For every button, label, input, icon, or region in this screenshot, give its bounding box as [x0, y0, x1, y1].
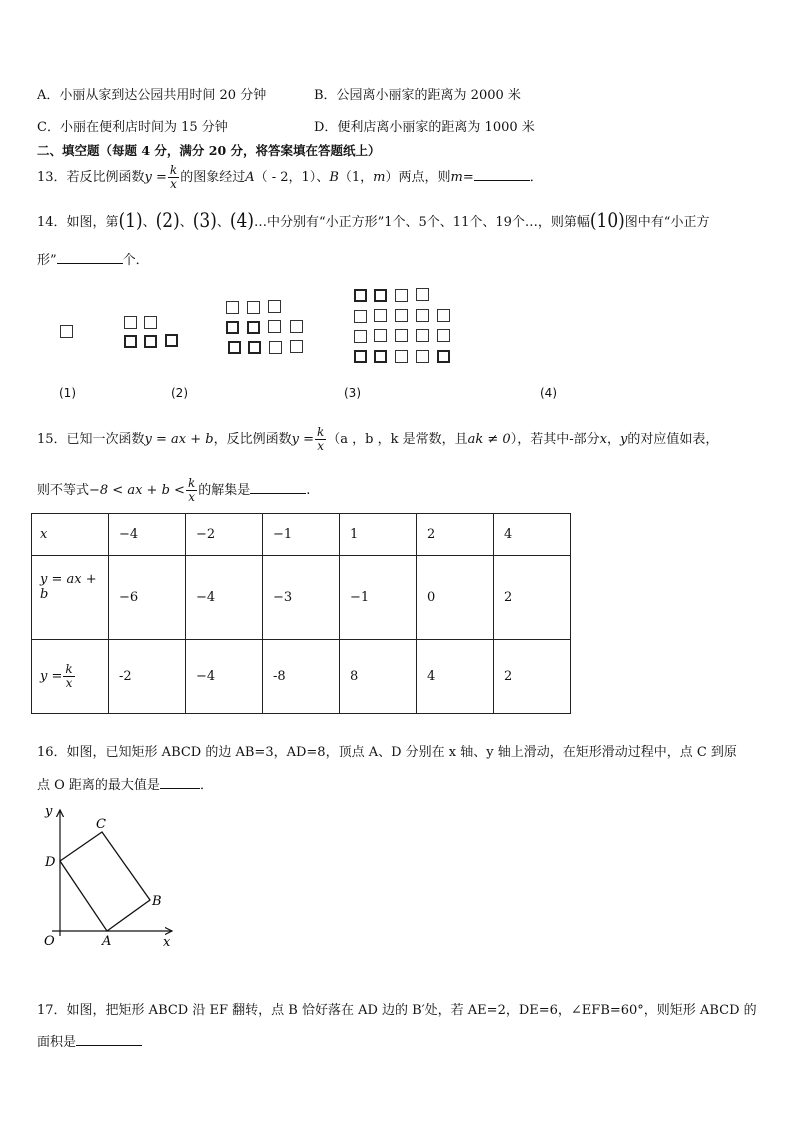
small-square: [60, 325, 73, 338]
question-15-line2: 则不等式−8 < ax + b < $\frac{k}{x}$ 的解集是 .: [37, 476, 311, 504]
fraction-k-over-x: $\frac{k}{x}$: [187, 476, 196, 504]
table-cell: 2: [494, 640, 571, 714]
question-13: 13．若反比例函数y = $\frac{k}{x}$ 的图象经过A（ - 2，1）、B（1，m）两点，则m= ．: [37, 163, 543, 191]
small-square: [248, 341, 261, 354]
small-square: [269, 341, 282, 354]
small-square: [124, 335, 137, 348]
small-square: [354, 310, 367, 323]
label-o: O: [44, 934, 55, 949]
small-square: [437, 309, 450, 322]
small-square: [395, 289, 408, 302]
table-cell: −1: [263, 514, 340, 556]
small-square: [226, 301, 239, 314]
small-square: [228, 341, 241, 354]
table-cell: 0: [417, 556, 494, 640]
small-square: [416, 309, 429, 322]
small-square: [290, 340, 303, 353]
question-16: 16．如图，已知矩形 ABCD 的边 AB=3，AD=8，顶点 A、D 分别在 x 轴、y 轴上滑动，在矩形滑动过程中，点 C 到原: [37, 745, 737, 760]
small-square: [144, 335, 157, 348]
label-c: C: [96, 817, 106, 832]
table-header-linear: y = ax + b: [32, 556, 109, 640]
small-square: [416, 350, 429, 363]
small-square: [395, 309, 408, 322]
question-15: 15．已知一次函数y = ax + b，反比例函数y = $\frac{k}{x}$ （a ，b ，k 是常数，且ak ≠ 0），若其中-部分x，y的对应值如表，: [37, 425, 719, 453]
figure-caption-2: (2): [171, 386, 188, 400]
small-square: [268, 300, 281, 313]
answer-blank: [160, 787, 200, 789]
table-cell: −2: [186, 514, 263, 556]
question-14: 14．如图，第(1)、(2)、(3)、(4)…中分别有“小正方形”1个、5个、11个、19个…，则第幅(10)图中有“小正方: [37, 209, 710, 233]
question-14-line2: 形” 个．: [37, 253, 149, 268]
small-square: [374, 289, 387, 302]
label-a: A: [102, 934, 112, 949]
small-square: [354, 350, 367, 363]
option-a: A．小丽从家到达公园共用时间 20 分钟: [37, 88, 267, 103]
table-cell: 2: [494, 556, 571, 640]
rectangle-axes-figure: [36, 798, 186, 953]
option-d: D．便利店离小丽家的距离为 1000 米: [314, 120, 535, 135]
small-square: [247, 321, 260, 334]
small-square: [374, 350, 387, 363]
option-c: C．小丽在便利店时间为 15 分钟: [37, 120, 228, 135]
small-square: [374, 309, 387, 322]
answer-blank: [57, 262, 123, 264]
table-cell: 4: [417, 640, 494, 714]
small-square: [247, 301, 260, 314]
table-cell: −4: [186, 556, 263, 640]
fraction-k-over-x: $\frac{k}{x}$: [169, 163, 178, 191]
small-square: [165, 334, 178, 347]
fraction-k-over-x: $\frac{k}{x}$: [317, 425, 325, 453]
small-square: [374, 329, 387, 342]
section-title: 二、填空题（每题 4 分，满分 20 分，将答案填在答题纸上）: [37, 143, 381, 158]
table-cell: 2: [417, 514, 494, 556]
table-cell: -8: [263, 640, 340, 714]
question-17-line2: 面积是: [37, 1031, 142, 1050]
rectangle-abcd: [60, 832, 150, 931]
table-row: [32, 640, 571, 714]
table-header-inverse: y = $\frac{k}{x}$: [32, 640, 109, 714]
question-17: 17．如图，把矩形 ABCD 沿 EF 翻转，点 B 恰好落在 AD 边的 B′处，若 AE=2，DE=6，∠EFB=60°，则矩形 ABCD 的: [37, 1003, 757, 1018]
small-square: [268, 320, 281, 333]
small-square: [395, 329, 408, 342]
table-cell: −4: [109, 514, 186, 556]
table-cell: 4: [494, 514, 571, 556]
figure-caption-1: (1): [59, 386, 76, 400]
small-square: [437, 350, 450, 363]
small-square: [354, 289, 367, 302]
figure-caption-4: (4): [540, 386, 557, 400]
answer-blank: [76, 1044, 142, 1046]
table-header-x: x: [32, 514, 109, 556]
label-d: D: [45, 855, 56, 870]
table-row: [32, 556, 571, 640]
table-cell: 1: [340, 514, 417, 556]
value-table: [31, 513, 571, 714]
small-square: [416, 288, 429, 301]
table-row: [32, 514, 571, 556]
small-square: [290, 320, 303, 333]
answer-blank: [250, 492, 306, 494]
figure-caption-3: (3): [344, 386, 361, 400]
table-cell: −4: [186, 640, 263, 714]
option-b: B．公园离小丽家的距离为 2000 米: [314, 88, 521, 103]
small-square: [416, 329, 429, 342]
small-square: [124, 316, 137, 329]
table-cell: −1: [340, 556, 417, 640]
table-cell: −6: [109, 556, 186, 640]
small-square: [395, 350, 408, 363]
label-y: y: [45, 804, 53, 819]
small-square: [226, 321, 239, 334]
label-b: B: [152, 894, 162, 909]
question-16-line2: 点 O 距离的最大值是 ．: [37, 778, 213, 793]
small-square: [144, 316, 157, 329]
label-x: x: [163, 935, 171, 950]
answer-blank: [474, 179, 530, 181]
small-square: [354, 330, 367, 343]
table-cell: 8: [340, 640, 417, 714]
table-cell: −3: [263, 556, 340, 640]
fraction-k-over-x: $\frac{k}{x}$: [65, 662, 73, 690]
small-square: [437, 329, 450, 342]
table-cell: -2: [109, 640, 186, 714]
